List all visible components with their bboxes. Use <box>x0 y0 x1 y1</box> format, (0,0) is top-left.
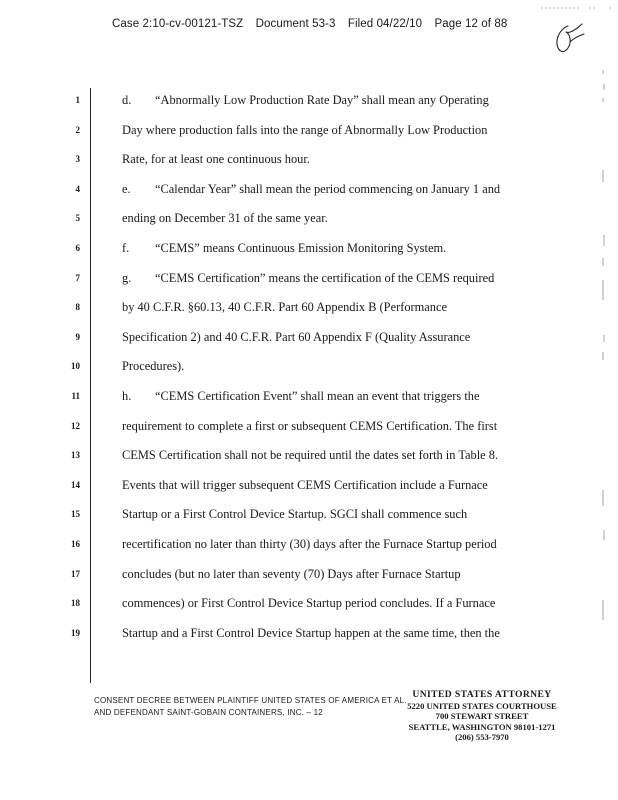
footer-caption <box>94 695 407 719</box>
line-text: concludes (but no later than seventy (70) Days after Furnace Startup <box>122 566 461 581</box>
line-number: 13 <box>71 450 80 461</box>
line-text: CEMS Certification shall not be required until the dates set forth in Table 8. <box>122 448 499 463</box>
text-line <box>122 359 184 373</box>
text-line <box>122 300 447 314</box>
address-line-3: SEATTLE, WASHINGTON 98101-1271 <box>408 721 556 732</box>
text-line <box>122 448 498 462</box>
line-number: 18 <box>71 598 80 609</box>
text-line <box>122 626 500 640</box>
line-number: 2 <box>75 124 80 135</box>
line-text: ending on December 31 of the same year. <box>122 211 328 226</box>
line-text: requirement to complete a first or subsequent CEMS Certification. The first <box>122 418 498 433</box>
case-header <box>112 18 532 30</box>
text-line <box>122 419 497 433</box>
subsection-label: e. <box>122 181 131 196</box>
line-number: 7 <box>75 272 80 283</box>
line-number: 12 <box>71 420 80 431</box>
line-text: Specification 2) and 40 C.F.R. Part 60 Appendix F (Quality Assurance <box>122 329 471 344</box>
scan-edge-marks <box>598 60 610 640</box>
line-text: Startup or a First Control Device Startup. SGCI shall commence such <box>122 507 468 522</box>
text-line <box>122 182 500 196</box>
line-text: Startup and a First Control Device Startup happen at the same time, then the <box>122 625 500 640</box>
line-text: Procedures). <box>122 359 185 374</box>
subsection-label: h. <box>122 389 132 403</box>
line-number: 8 <box>75 302 80 313</box>
footer-caption-line-2: AND DEFENDANT SAINT-GOBAIN CONTAINERS, INC. – 12 <box>94 708 323 717</box>
text-line <box>122 271 494 285</box>
line-text: commences) or First Control Device Startup period concludes. If a Furnace <box>122 596 496 611</box>
document-number: Document 53-3 <box>255 18 336 30</box>
line-text: “CEMS Certification” means the certification of the CEMS required <box>155 270 495 285</box>
line-text: “Calendar Year” shall mean the period commencing on January 1 and <box>155 181 501 196</box>
text-line <box>122 389 479 403</box>
text-line <box>122 211 328 225</box>
line-number: 19 <box>71 627 80 638</box>
text-line <box>122 123 487 137</box>
line-text: Events that will trigger subsequent CEMS Certification include a Furnace <box>122 477 488 492</box>
line-text: “Abnormally Low Production Rate Day” shall mean any Operating <box>155 93 489 107</box>
subsection-label: d. <box>122 93 132 107</box>
phone-number: (206) 553-7970 <box>455 732 509 743</box>
line-number: 9 <box>75 331 80 342</box>
line-text: “CEMS” means Continuous Emission Monitoring System. <box>155 241 447 255</box>
footer-caption-line-1: CONSENT DECREE BETWEEN PLAINTIFF UNITED STATES OF AMERICA ET AL. <box>94 696 407 705</box>
text-line <box>122 537 497 551</box>
case-number: Case 2:10-cv-00121-TSZ <box>112 18 244 30</box>
handwritten-initials <box>548 20 588 62</box>
attorney-office: UNITED STATES ATTORNEY <box>412 689 552 700</box>
attorney-address-block <box>404 690 560 743</box>
page-indicator: Page 12 of 88 <box>434 18 508 30</box>
text-line <box>122 152 310 166</box>
subsection-label: g. <box>122 270 132 285</box>
text-line <box>122 507 467 521</box>
line-text: Rate, for at least one continuous hour. <box>122 152 310 167</box>
line-number: 1 <box>75 95 80 105</box>
line-number: 4 <box>75 183 80 194</box>
line-text: “CEMS Certification Event” shall mean an event that triggers the <box>155 389 480 403</box>
text-line <box>122 478 488 492</box>
scan-artifact-dots <box>540 4 614 12</box>
subsection-label: f. <box>122 241 130 255</box>
line-number: 5 <box>75 213 80 224</box>
line-number: 16 <box>71 539 80 549</box>
line-text: recertification no later than thirty (30) days after the Furnace Startup period <box>122 537 497 551</box>
line-number: 17 <box>71 568 80 579</box>
line-number: 15 <box>71 509 80 520</box>
line-number: 10 <box>71 361 80 372</box>
address-line-1: 5220 UNITED STATES COURTHOUSE <box>407 700 557 711</box>
text-line <box>122 330 470 344</box>
line-number: 11 <box>71 391 80 401</box>
text-line <box>122 93 489 107</box>
filed-date: Filed 04/22/10 <box>347 18 423 30</box>
left-margin-rule <box>90 88 91 683</box>
line-text: by 40 C.F.R. §60.13, 40 C.F.R. Part 60 Appendix B (Performance <box>122 300 447 315</box>
text-line <box>122 596 495 610</box>
text-line <box>122 241 446 255</box>
line-text: Day where production falls into the range of Abnormally Low Production <box>122 122 488 137</box>
line-number: 14 <box>71 479 80 490</box>
text-line <box>122 567 461 581</box>
address-line-2: 700 STEWART STREET <box>435 711 529 722</box>
line-number: 6 <box>75 243 80 253</box>
line-number: 3 <box>75 154 80 165</box>
